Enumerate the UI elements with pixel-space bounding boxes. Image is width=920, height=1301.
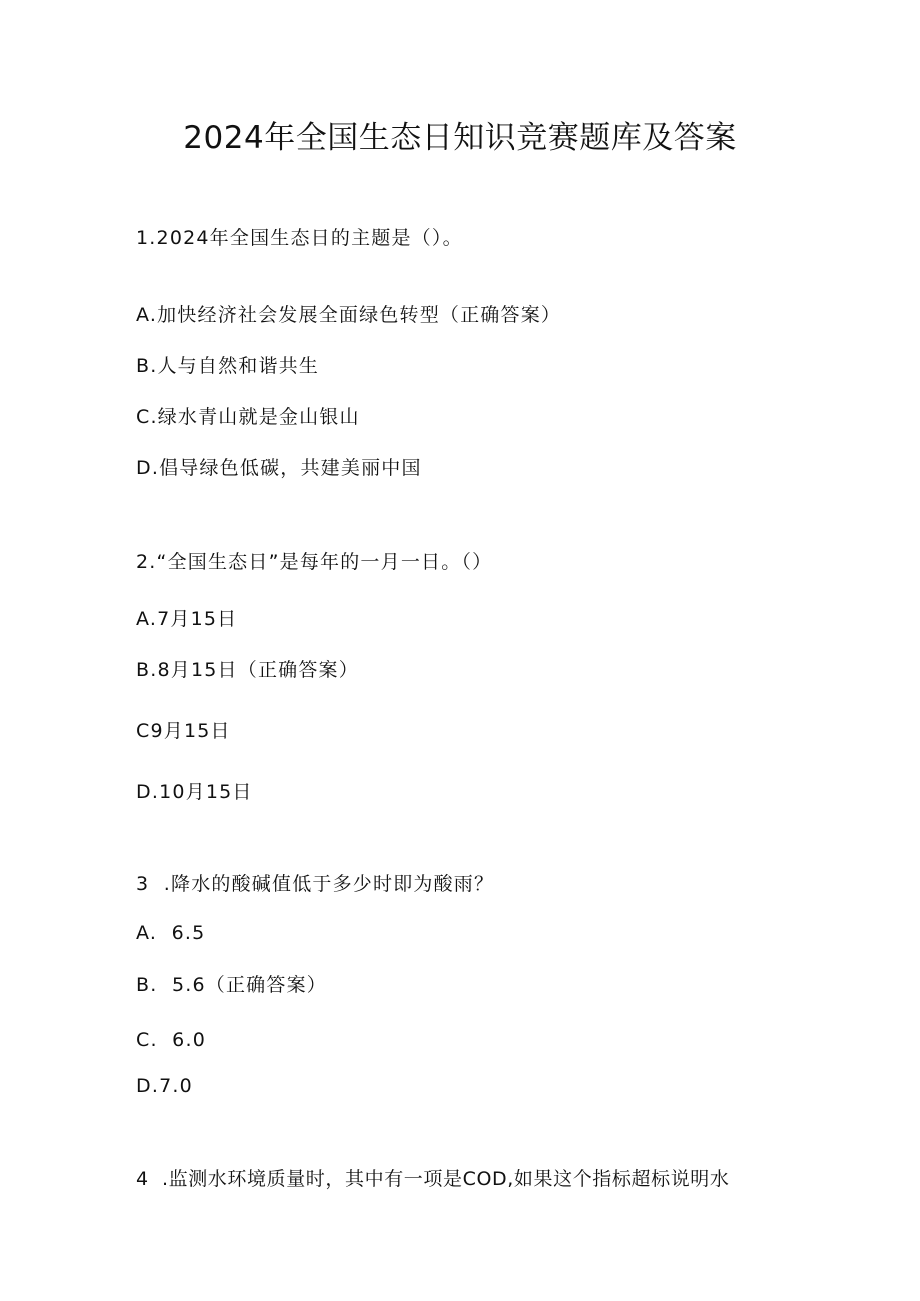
- question-3-option-a: A. 6.5: [136, 922, 206, 944]
- question-4-stem: 4 .监测水环境质量时，其中有一项是COD,如果这个指标超标说明水: [136, 1168, 730, 1190]
- document-title: 2024年全国生态日知识竞赛题库及答案: [183, 120, 737, 156]
- question-1-option-b: B.人与自然和谐共生: [136, 355, 320, 377]
- question-3-option-b: B. 5.6（正确答案）: [136, 974, 327, 996]
- question-3-stem: 3 .降水的酸碱值低于多少时即为酸雨？: [136, 873, 495, 895]
- question-1-option-d: D.倡导绿色低碳，共建美丽中国: [136, 457, 422, 479]
- question-3-option-c: C. 6.0: [136, 1029, 207, 1051]
- question-2-option-c: C9月15日: [136, 720, 231, 742]
- question-2-stem: 2.“全国生态日”是每年的一月一日。（）: [136, 551, 493, 573]
- question-2-option-a: A.7月15日: [136, 608, 238, 630]
- question-1-option-c: C.绿水青山就是金山银山: [136, 406, 360, 428]
- question-1-option-a: A.加快经济社会发展全面绿色转型（正确答案）: [136, 304, 562, 326]
- question-2-option-b: B.8月15日（正确答案）: [136, 659, 359, 681]
- question-1-stem: 1.2024年全国生态日的主题是（）。: [136, 227, 463, 249]
- question-2-option-d: D.10月15日: [136, 781, 253, 803]
- question-3-option-d: D.7.0: [136, 1075, 193, 1097]
